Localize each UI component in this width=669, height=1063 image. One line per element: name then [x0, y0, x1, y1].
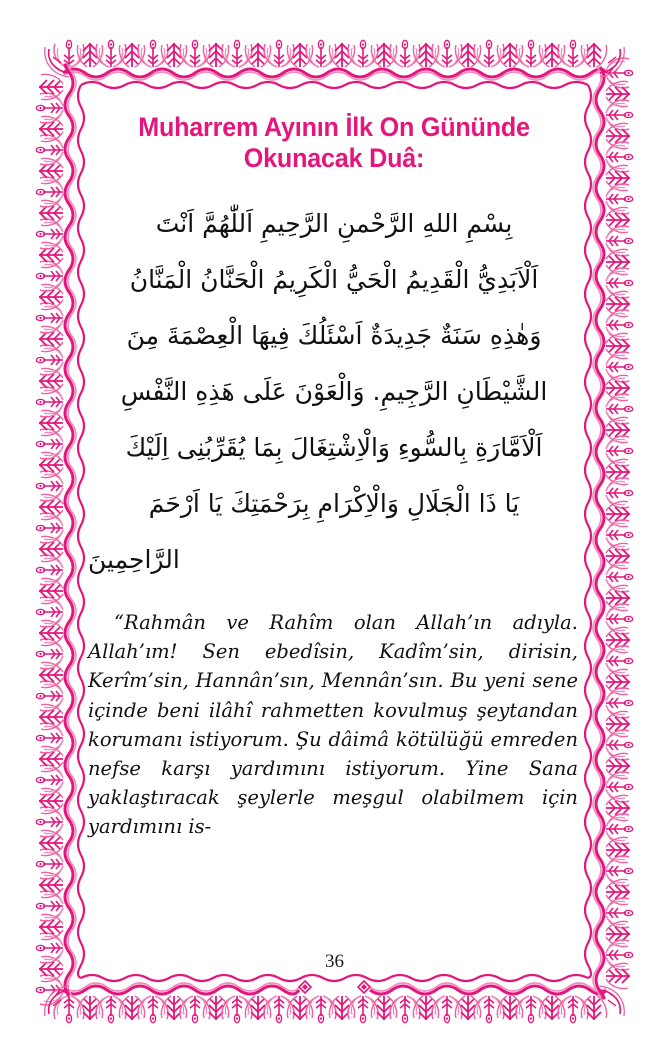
arabic-line: الشَّيْطَانِ الرَّجِيمِ. وَالْعَوْنَ عَلَى هَذِهِ النَّفْسِ: [120, 377, 548, 406]
arabic-line: بِسْمِ اللهِ الرَّحْمنِ الرَّحِيمِ اَللّٰهُمَّ اَنْتَ: [155, 209, 513, 238]
page-number-rosette-right: [358, 981, 370, 993]
page-number-value: 36: [314, 951, 355, 972]
arabic-line: يَا ذَا الْجَلَالِ وَالْاِكْرَامِ بِرَحْمَتِكَ يَا اَرْحَمَ: [148, 489, 520, 518]
arabic-line: وَهٰذِهِ سَنَةٌ جَدِيدَةٌ اَسْئَلُكَ فِيهَا الْعِصْمَةَ مِنَ: [126, 321, 542, 350]
page-title-line-2: Okunacak Duâ:: [243, 143, 425, 173]
arabic-line: اَلْاَمَّارَةِ بِالسُّوءِ وَالْاِشْتِغَالَ بِمَا يُقَرِّبُنِى اِلَيْكَ: [125, 433, 543, 462]
turkish-translation-text: “Rahmân ve Rahîm olan Allah’ın adıyla. Allah’ım! Sen ebedîsin, Kadîm’sin, dirisin, Kerîm’sin, Hannân’sın, Mennân’sın. Bu yeni sene içinde beni ilâhî rahmetten kovulmuş şeytandan korumanı istiyorum. Şu dâimâ kötülüğü emreden nefse karşı yardımını istiyorum. Yine Sana yaklaştıracak şeylerle meşgul olabilmem için yardımını is-: [88, 611, 578, 839]
border-left: [36, 65, 76, 1005]
page-title: [102, 112, 567, 174]
border-right: [593, 58, 633, 998]
page-number: [0, 951, 669, 973]
border-top: [54, 40, 607, 80]
arabic-line: اَلْاَبَدِيُّ الْقَدِيمُ الْحَيُّ الْكَرِيمُ الْحَنَّانُ الْمَنَّانُ: [129, 265, 539, 294]
corner-ornament-bottom-right: [600, 986, 624, 1016]
arabic-prayer-text: [84, 196, 584, 588]
page-content: [84, 86, 584, 956]
turkish-translation: [84, 608, 584, 842]
border-bottom: [54, 983, 607, 1023]
page-title-line-1: Muharrem Ayının İlk On Gününde: [138, 112, 530, 142]
page-number-rosette-left: [299, 981, 311, 993]
arabic-line: الرَّاحِمِينَ: [88, 545, 180, 574]
